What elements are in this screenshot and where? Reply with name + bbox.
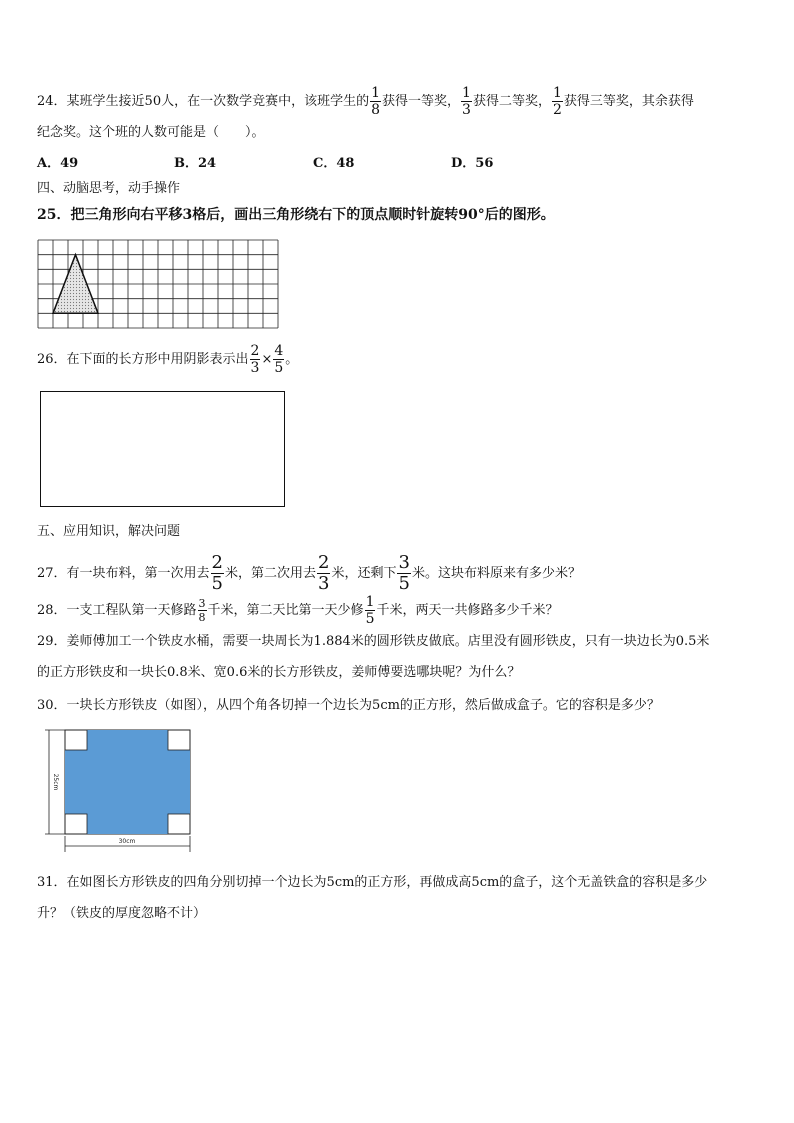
q31-line1: 31．在如图长方形铁皮的四角分别切掉一个边长为5cm的正方形，再做成高5cm的盒子，这个无盖铁盒的容积是多少: [37, 875, 708, 890]
fraction-numerator: 4: [274, 343, 284, 359]
fraction-denominator: 5: [211, 573, 223, 594]
q30-text: 30．一块长方形铁皮（如图），从四个角各切掉一个边长为5cm的正方形，然后做成盒子。它的容积是多少？: [37, 698, 660, 713]
q24-text-a: 24．某班学生接近50人，在一次数学竞赛中，该班学生的: [37, 94, 370, 109]
q28-text-a: 28．一支工程队第一天修路: [37, 603, 197, 618]
q24-options: [37, 155, 537, 173]
sheet-cross-shape: [65, 730, 190, 834]
fraction-denominator: 5: [365, 611, 375, 627]
q24-text-c: 获得二等奖，: [472, 94, 551, 109]
fraction-denominator: 8: [198, 611, 206, 624]
q26-end: 。: [285, 352, 299, 367]
q27-fraction-3: [397, 554, 410, 593]
fraction-numerator: 1: [552, 85, 562, 101]
fraction-numerator: 1: [365, 594, 375, 610]
fraction-numerator: 3: [398, 552, 410, 573]
fraction-denominator: 3: [462, 102, 471, 118]
q26-fraction-2: [273, 344, 284, 375]
q27-fraction-2: [317, 554, 330, 593]
q27-line: [37, 554, 581, 593]
fraction-denominator: 2: [552, 102, 562, 118]
q30-sheet-figure: [40, 724, 200, 854]
q24-line1: [37, 86, 694, 117]
section-5-heading: 五、应用知识，解决问题: [37, 524, 181, 539]
q24-fraction-1: [370, 86, 381, 117]
fraction-numerator: 2: [250, 343, 260, 359]
q27-text-a: 27．有一块布料，第一次用去: [37, 566, 210, 581]
option-c[interactable]: C．48: [313, 156, 355, 171]
fraction-numerator: 2: [318, 552, 330, 573]
q26-line: [37, 344, 298, 375]
q29-line1: 29．姜师傅加工一个铁皮水桶，需要一块周长为1.884米的圆形铁皮做底。店里没有圆形铁皮，只有一块边长为0.5米: [37, 634, 710, 649]
fraction-numerator: 3: [198, 597, 206, 610]
q27-text-d: 米。这块布料原来有多少米？: [411, 566, 581, 581]
fraction-denominator: 5: [398, 573, 410, 594]
q27-fraction-1: [211, 554, 224, 593]
q28-text-b: 千米，第二天比第一天少修: [207, 603, 364, 618]
q26-fraction-1: [250, 344, 261, 375]
q25-text: 25．把三角形向右平移3格后，画出三角形绕右下的顶点顺时针旋转90°后的图形。: [37, 207, 555, 223]
q27-text-c: 米，还剩下: [331, 566, 397, 581]
option-a[interactable]: A．49: [37, 156, 79, 171]
q28-fraction-2: [365, 595, 376, 626]
q28-text-c: 千米，两天一共修路多少千米？: [376, 603, 559, 618]
q29-line2: 的正方形铁皮和一块长0.8米、宽0.6米的长方形铁皮，姜师傅要选哪块呢？为什么？: [37, 665, 521, 680]
q27-text-b: 米，第二次用去: [225, 566, 317, 581]
q24-line2: 纪念奖。这个班的人数可能是（ ）。: [37, 125, 265, 140]
q28-line: [37, 595, 559, 626]
width-label: 30cm: [118, 838, 136, 845]
q28-fraction-1: [198, 598, 207, 623]
q31-line2: 升？（铁皮的厚度忽略不计）: [37, 906, 207, 921]
q24-text-b: 获得一等奖，: [382, 94, 461, 109]
fraction-denominator: 8: [371, 102, 381, 118]
q26-rectangle[interactable]: [40, 391, 285, 507]
fraction-denominator: 3: [318, 573, 330, 594]
fraction-numerator: 1: [462, 85, 471, 101]
section-4-heading: 四、动脑思考，动手操作: [37, 181, 181, 196]
fraction-numerator: 2: [211, 552, 223, 573]
q25-grid-figure: [36, 238, 280, 330]
option-b[interactable]: B．24: [174, 156, 217, 171]
height-label: 25cm: [52, 773, 59, 791]
q24-text-d: 获得三等奖，其余获得: [563, 94, 694, 109]
fraction-denominator: 5: [274, 360, 284, 376]
option-d[interactable]: D．56: [451, 156, 494, 171]
times-sign: ×: [261, 352, 273, 367]
q24-fraction-3: [552, 86, 563, 117]
fraction-numerator: 1: [371, 85, 381, 101]
fraction-denominator: 3: [250, 360, 260, 376]
q26-text: 26．在下面的长方形中用阴影表示出: [37, 352, 249, 367]
q24-fraction-2: [461, 86, 472, 117]
